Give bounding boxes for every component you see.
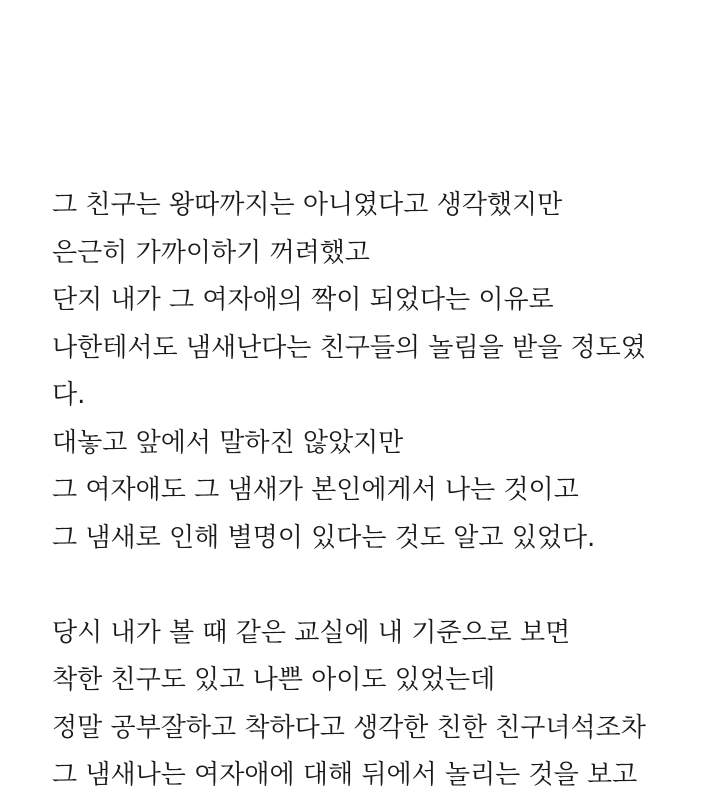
- text-line: 그 냄새나는 여자애에 대해 뒤에서 놀리는 것을 보고: [52, 760, 638, 790]
- text-line: 은근히 가까이하기 꺼려했고: [52, 237, 370, 268]
- text-line: 정말 공부잘하고 착하다고 생각한 친한 친구녀석조차: [52, 712, 646, 743]
- text-line: 다.: [52, 380, 86, 410]
- paragraph: [52, 610, 692, 800]
- text-line: 착한 친구도 있고 나쁜 아이도 있었는데: [52, 665, 496, 695]
- paragraph: [52, 182, 692, 562]
- text-line: 그 냄새로 인해 별명이 있다는 것도 알고 있었다.: [52, 522, 596, 553]
- text-line: 나한테서도 냄새난다는 친구들의 놀림을 받을 정도였: [52, 332, 646, 363]
- text-line: 대놓고 앞에서 말하진 않았지만: [52, 427, 404, 458]
- text-line: 단지 내가 그 여자애의 짝이 되었다는 이유로: [52, 285, 554, 315]
- text-line: 그 여자애도 그 냄새가 본인에게서 나는 것이고: [52, 475, 579, 505]
- text-line: 그 친구는 왕따까지는 아니였다고 생각했지만: [52, 190, 563, 220]
- paragraph-spacer: [52, 562, 692, 610]
- article-body: [52, 182, 692, 800]
- text-line: 당시 내가 볼 때 같은 교실에 내 기준으로 보면: [52, 617, 571, 648]
